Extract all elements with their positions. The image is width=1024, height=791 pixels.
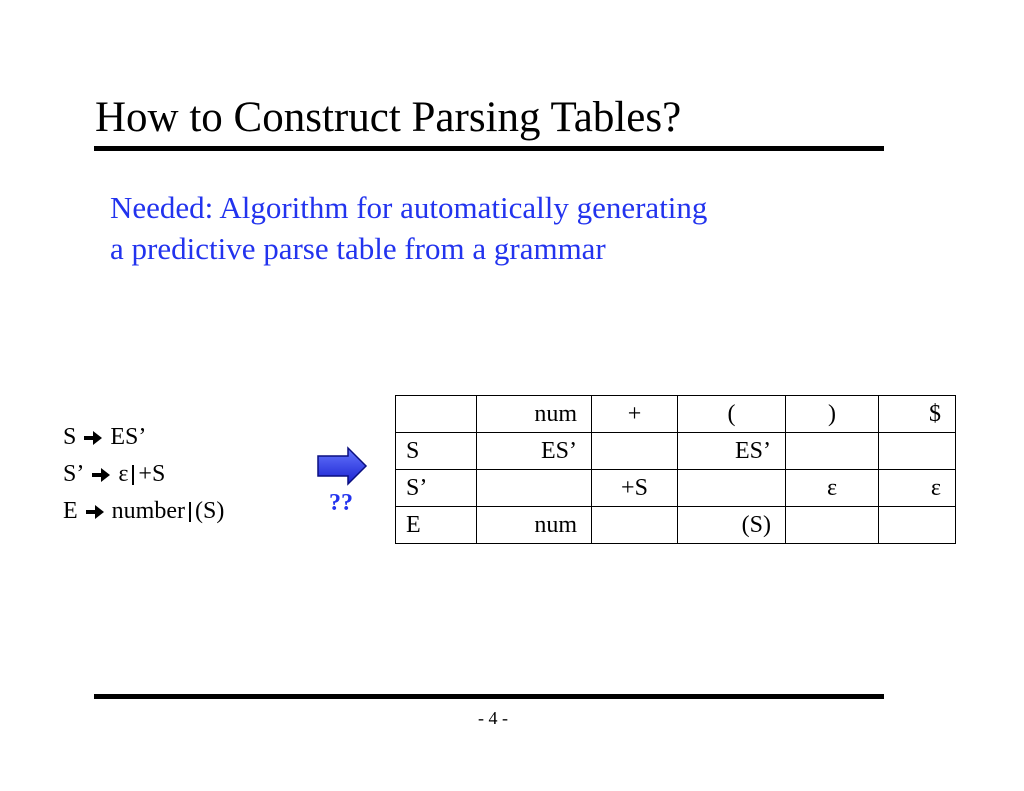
- table-row: [396, 470, 956, 507]
- table-cell: ES’: [678, 433, 786, 470]
- table-cell: S: [396, 433, 477, 470]
- production-lhs: E: [63, 498, 78, 524]
- table-header-cell: ): [786, 396, 879, 433]
- production-rhs: ε: [118, 461, 129, 487]
- table-header-cell: [396, 396, 477, 433]
- subtitle: [110, 187, 707, 269]
- table-cell: E: [396, 507, 477, 544]
- table-header-cell: num: [477, 396, 592, 433]
- table-cell: ES’: [477, 433, 592, 470]
- parse-table: [395, 395, 956, 544]
- table-cell: (S): [678, 507, 786, 544]
- right-arrow-icon: [316, 446, 368, 486]
- table-cell: [786, 507, 879, 544]
- table-cell: S’: [396, 470, 477, 507]
- produces-arrow-icon: [82, 429, 104, 447]
- table-cell: ε: [786, 470, 879, 507]
- slide-title: How to Construct Parsing Tables?: [95, 94, 682, 141]
- alternative-separator: [189, 502, 191, 522]
- table-header-cell: $: [879, 396, 956, 433]
- alternative-separator: [132, 465, 134, 485]
- production-rhs: ES’: [110, 424, 147, 450]
- production-s: [63, 419, 224, 456]
- table-header-row: [396, 396, 956, 433]
- table-cell: [786, 433, 879, 470]
- table-row: [396, 433, 956, 470]
- production-s-prime: [63, 456, 224, 493]
- question-marks: ??: [329, 490, 353, 516]
- production-rhs: +S: [138, 461, 166, 487]
- table-cell: [879, 433, 956, 470]
- subtitle-line-2: a predictive parse table from a grammar: [110, 231, 606, 266]
- table-cell: [879, 507, 956, 544]
- table-cell: [592, 433, 678, 470]
- table-cell: [477, 470, 592, 507]
- table-cell: [678, 470, 786, 507]
- page-number: - 4 -: [478, 708, 508, 728]
- production-lhs: S’: [63, 461, 85, 487]
- table-cell: +S: [592, 470, 678, 507]
- table-header-cell: (: [678, 396, 786, 433]
- grammar-rules: [63, 419, 224, 530]
- subtitle-line-1: Needed: Algorithm for automatically generating: [110, 190, 708, 225]
- table-cell: [592, 507, 678, 544]
- table-header-cell: +: [592, 396, 678, 433]
- table-cell: num: [477, 507, 592, 544]
- table-row: [396, 507, 956, 544]
- production-rhs: number: [111, 498, 185, 524]
- production-e: [63, 493, 224, 530]
- produces-arrow-icon: [90, 466, 112, 484]
- footer-rule: [94, 694, 884, 699]
- produces-arrow-icon: [84, 503, 106, 521]
- title-underline: [94, 146, 884, 151]
- table-cell: ε: [879, 470, 956, 507]
- production-lhs: S: [63, 424, 77, 450]
- production-rhs: (S): [194, 498, 225, 524]
